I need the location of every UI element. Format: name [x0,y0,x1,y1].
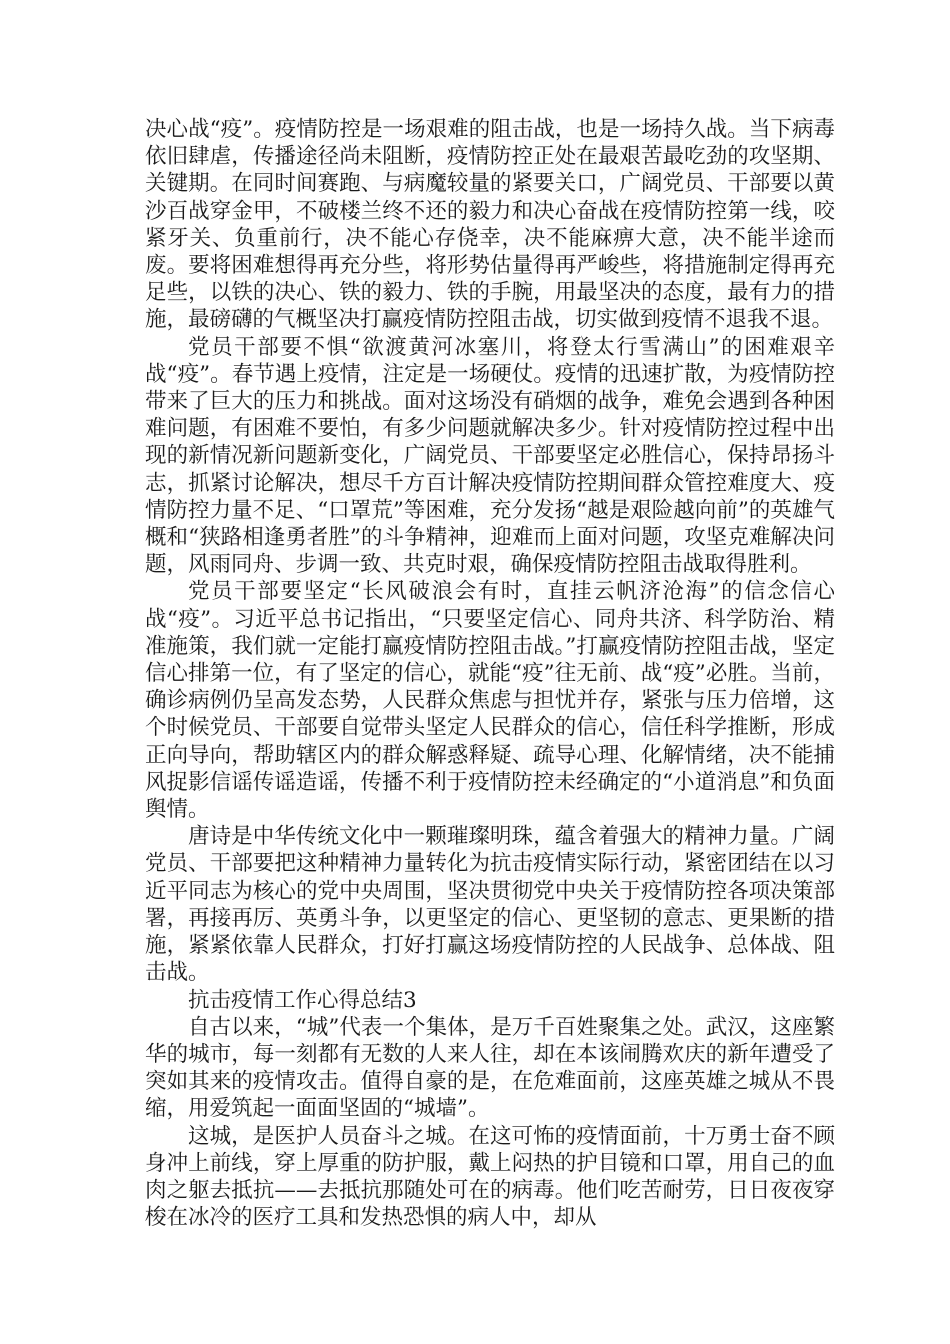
paragraph: 唐诗是中华传统文化中一颗璀璨明珠，蕴含着强大的精神力量。广阔党员、干部要把这种精神力量转化为抗击疫情实际行动，紧密团结在以习近平同志为核心的党中央周围，坚决贯彻党中央关于疫情防控各项决策部署，再接再厉、英勇斗争，以更坚定的信心、更坚韧的意志、更果断的措施，紧紧依靠人民群众，打好打赢这场疫情防控的人民战争、总体战、阻击战。 [145,824,835,986]
paragraph: 这城，是医护人员奋斗之城。在这可怖的疫情面前，十万勇士奋不顾身冲上前线，穿上厚重的防护服，戴上闷热的护目镜和口罩，用自己的血肉之躯去抵抗——去抵抗那随处可在的病毒。他们吃苦耐劳，日日夜夜穿梭在冰冷的医疗工具和发热恐惧的病人中，却从 [145,1123,835,1231]
paragraph: 党员干部要不惧“欲渡黄河冰塞川，将登太行雪满山”的困难艰辛战“疫”。春节遇上疫情，注定是一场硬仗。疫情的迅速扩散，为疫情防控带来了巨大的压力和挑战。面对这场没有硝烟的战争，难免会遇到各种困难问题，有困难不要怕，有多少问题就解决多少。针对疫情防控过程中出现的新情况新问题新变化，广阔党员、干部要坚定必胜信心，保持昂扬斗志，抓紧讨论解决，想尽千方百计解决疫情防控期间群众管控难度大、疫情防控力量不足、“口罩荒”等困难，充分发扬“越是艰险越向前”的英雄气概和“狭路相逢勇者胜”的斗争精神，迎难而上面对问题，攻坚克难解决问题，风雨同舟、步调一致、共克时艰，确保疫情防控阻击战取得胜利。 [145,334,835,578]
paragraph: 决心战“疫”。疫情防控是一场艰难的阻击战，也是一场持久战。当下病毒依旧肆虐，传播途径尚未阻断，疫情防控正处在最艰苦最吃劲的攻坚期、关键期。在同时间赛跑、与病魔较量的紧要关口，广阔党员、干部要以黄沙百战穿金甲，不破楼兰终不还的毅力和决心奋战在疫情防控第一线，咬紧牙关、负重前行，决不能心存侥幸，决不能麻痹大意，决不能半途而废。要将困难想得再充分些，将形势估量得再严峻些，将措施制定得再充足些，以铁的决心、铁的毅力、铁的手腕，用最坚决的态度，最有力的措施，最磅礴的气概坚决打赢疫情防控阻击战，切实做到疫情不退我不退。 [145,117,835,333]
paragraph: 党员干部要坚定“长风破浪会有时，直挂云帆济沧海”的信念信心战“疫”。习近平总书记指出，“只要坚定信心、同舟共济、科学防治、精准施策，我们就一定能打赢疫情防控阻击战。”打赢疫情防控阻击战，坚定信心排第一位，有了坚定的信心，就能“疫”往无前、战“疫”必胜。当前，确诊病例仍呈高发态势，人民群众焦虑与担忧并存，紧张与压力倍增，这个时候党员、干部要自觉带头坚定人民群众的信心，信任科学推断，形成正向导向，帮助辖区内的群众解惑释疑、疏导心理、化解情绪，决不能捕风捉影信谣传谣造谣，传播不利于疫情防控未经确定的“小道消息”和负面舆情。 [145,579,835,823]
document-body [145,116,835,1231]
paragraph: 自古以来，“城”代表一个集体，是万千百姓聚集之处。武汉，这座繁华的城市，每一刻都有无数的人来人往，却在本该闹腾欢庆的新年遭受了突如其来的疫情攻击。值得自豪的是，在危难面前，这座英雄之城从不畏缩，用爱筑起一面面坚固的“城墙”。 [145,1014,835,1122]
section-title: 抗击疫情工作心得总结3 [188,987,417,1013]
